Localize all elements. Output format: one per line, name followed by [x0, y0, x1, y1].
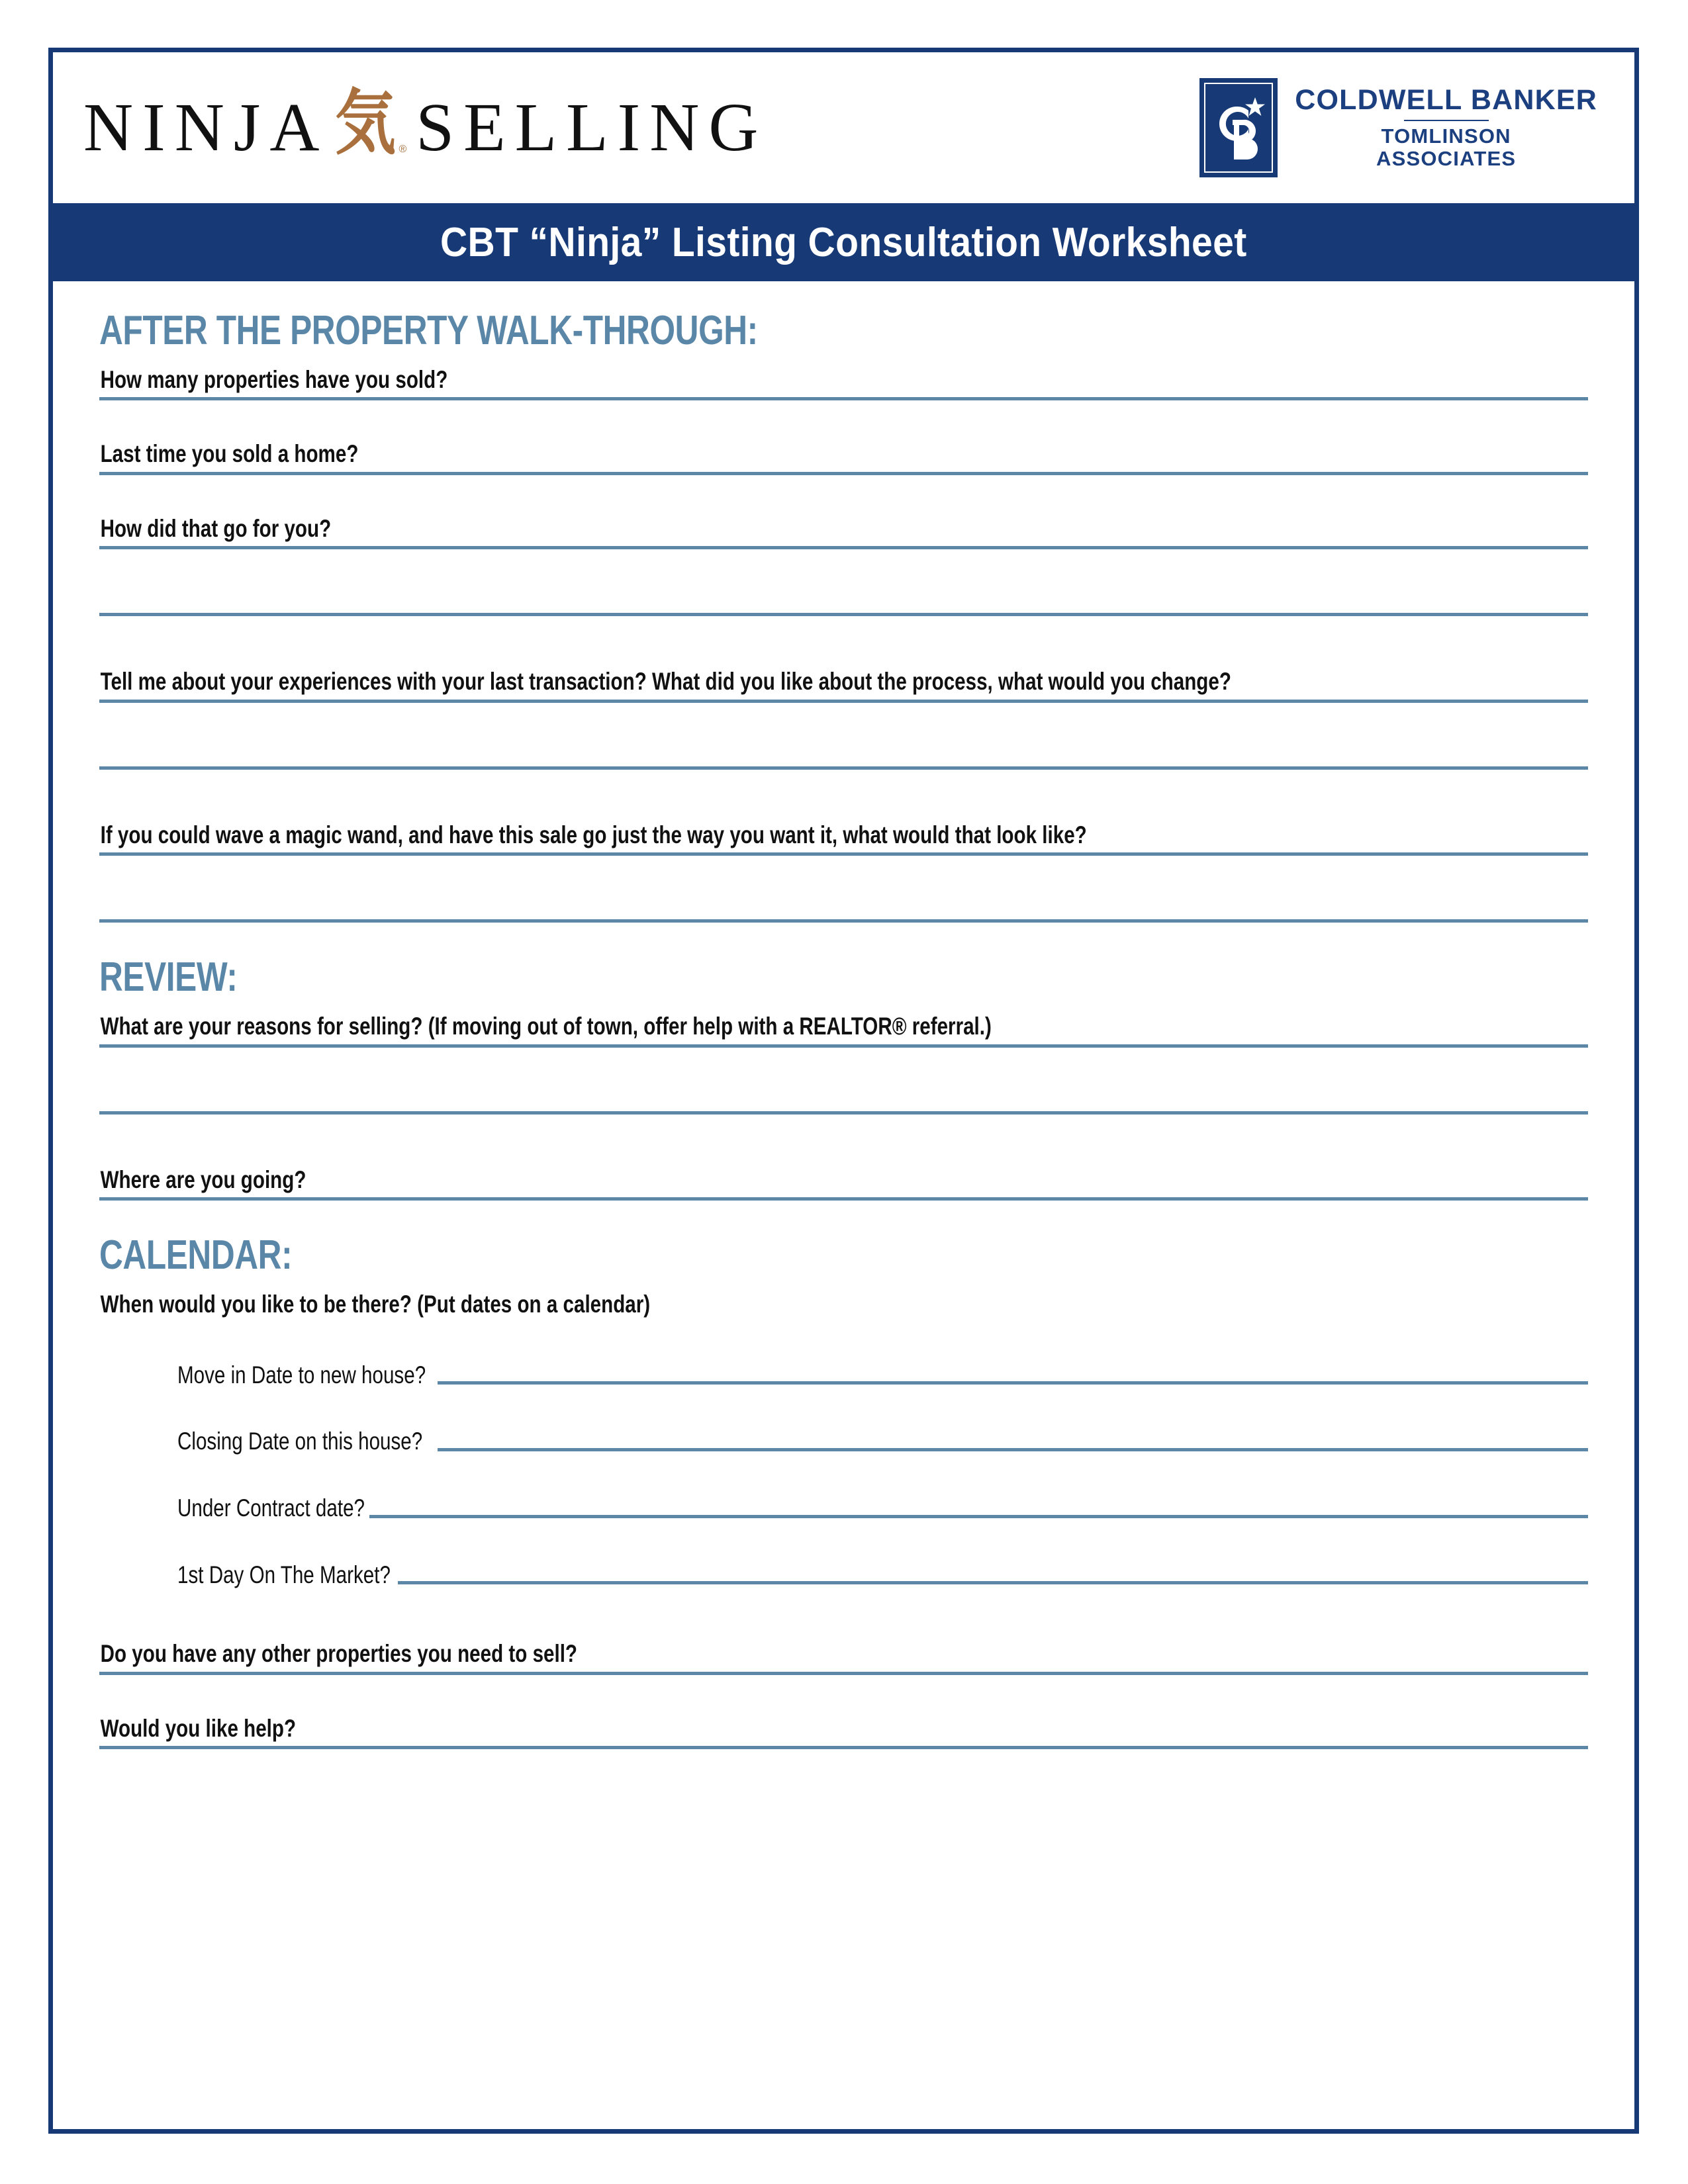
question-label: Do you have any other properties you need to sell? — [100, 1640, 578, 1668]
calendar-item-row — [99, 1428, 1588, 1455]
section-heading-review: REVIEW: — [99, 954, 238, 1001]
worksheet-page — [48, 48, 1639, 2134]
question-label: When would you like to be there? (Put dates on a calendar) — [100, 1291, 651, 1318]
answer-line[interactable] — [398, 1581, 1588, 1584]
answer-line[interactable] — [438, 1381, 1588, 1385]
cb-brand-name: COLDWELL BANKER — [1295, 83, 1597, 116]
calendar-item-label: Move in Date to new house? — [177, 1361, 426, 1388]
question-label: How many properties have you sold? — [100, 366, 448, 393]
ninja-kanji-icon: 気 — [335, 82, 397, 165]
question-label: How did that go for you? — [100, 514, 332, 542]
question-label: What are your reasons for selling? (If moving out of town, offer help with a REALTOR® referral.) — [100, 1013, 992, 1040]
logo-header — [53, 52, 1634, 203]
cb-affiliate-line-1: TOMLINSON — [1381, 124, 1511, 148]
question-label: Tell me about your experiences with your last transaction? What did you like about the process, what would you change? — [100, 668, 1231, 696]
calendar-item-row — [99, 1562, 1588, 1589]
worksheet-title-band — [53, 203, 1634, 281]
answer-line[interactable] — [99, 1197, 1588, 1201]
cb-divider — [1404, 120, 1489, 121]
ninja-selling-logo — [83, 82, 768, 165]
answer-line[interactable] — [99, 919, 1588, 923]
cb-star-monogram-icon — [1210, 91, 1267, 165]
registered-trademark-icon: ® — [399, 144, 407, 155]
cb-affiliate-line-2: ASSOCIATES — [1376, 147, 1517, 171]
calendar-item-row — [99, 1362, 1588, 1389]
calendar-item-label: Closing Date on this house? — [177, 1428, 423, 1455]
calendar-item-row — [99, 1495, 1588, 1522]
cb-wordmark — [1295, 85, 1597, 170]
section-heading-after-walkthrough: AFTER THE PROPERTY WALK-THROUGH: — [99, 308, 758, 353]
question-label: If you could wave a magic wand, and have this sale go just the way you want it, what would that look like? — [100, 821, 1087, 848]
cb-monogram-mark — [1199, 78, 1278, 177]
page-title: CBT “Ninja” Listing Consultation Worksheet — [440, 219, 1247, 265]
question-label: Would you like help? — [100, 1714, 297, 1742]
answer-line[interactable] — [99, 1746, 1588, 1749]
ninja-logo-word-ninja: NINJA — [83, 89, 329, 165]
section-heading-calendar: CALENDAR: — [99, 1232, 293, 1279]
calendar-item-label: 1st Day On The Market? — [177, 1561, 391, 1588]
ninja-logo-word-selling: SELLING — [416, 89, 768, 165]
question-label: Last time you sold a home? — [100, 440, 359, 468]
worksheet-body — [53, 281, 1634, 1749]
coldwell-banker-logo — [1199, 78, 1597, 177]
answer-line[interactable] — [438, 1448, 1588, 1451]
answer-line[interactable] — [369, 1515, 1588, 1518]
question-label: Where are you going? — [100, 1165, 306, 1193]
calendar-item-label: Under Contract date? — [177, 1494, 365, 1522]
